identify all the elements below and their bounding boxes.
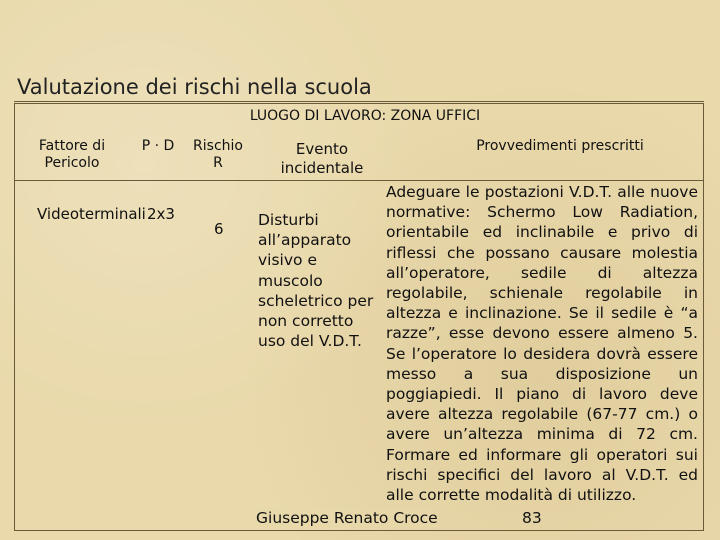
footer-author: Giuseppe Renato Croce bbox=[256, 509, 438, 527]
header-incidental-event: Evento incidentale bbox=[280, 140, 364, 177]
cell-risk-value: 6 bbox=[214, 220, 224, 238]
title-divider bbox=[14, 101, 704, 102]
slide-title: Valutazione dei rischi nella scuola bbox=[17, 75, 372, 99]
header-risk: Rischio R bbox=[193, 138, 243, 171]
header-prescribed-measures: Provvedimenti prescritti bbox=[476, 138, 644, 154]
header-probability-damage: P · D bbox=[141, 138, 175, 154]
cell-probability-damage: 2x3 bbox=[147, 205, 175, 223]
cell-hazard-factor: Videoterminali bbox=[37, 205, 146, 223]
workplace-label: LUOGO DI LAVORO: ZONA UFFICI bbox=[249, 108, 481, 124]
cell-prescribed-measures: Adeguare le postazioni V.D.T. alle nuove normative: Schermo Low Radiation, orientabile ed inclinabile e privo di riflessi che possano causare molestia all’operatore, sedile di altezza regolabile, schienale regolabile in altezza e inclinazione. Se il sedile è “a razze”, esse devono essere almeno 5. Se l’operatore lo desidera dovrà essere messo a sua disposizione un poggiapiedi. Il piano di lavoro deve avere altezza regolabile (67-77 cm.) o avere un’altezza minima di 72 cm. Formare ed informare gli operatori sui rischi specifici del lavoro al V.D.T. ed alle corrette modalità di utilizzo. bbox=[386, 183, 698, 505]
header-hazard-factor: Fattore di Pericolo bbox=[38, 138, 106, 171]
footer-page-number: 83 bbox=[522, 509, 542, 527]
cell-incidental-event: Disturbi all’apparato visivo e muscolo scheletrico per non corretto uso del V.D.T. bbox=[258, 211, 374, 351]
